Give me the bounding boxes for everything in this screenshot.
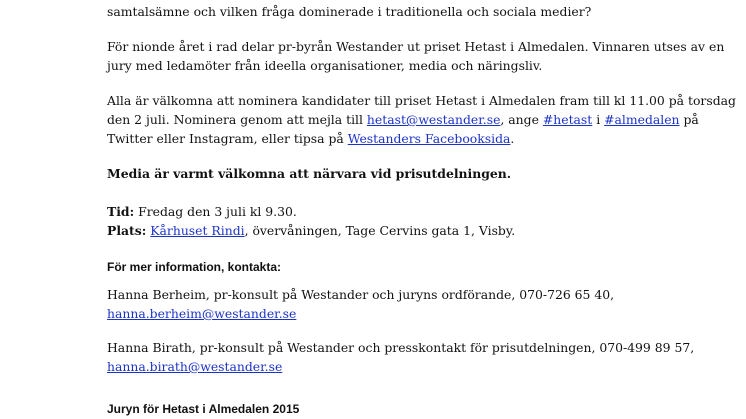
ninth-year-paragraph xyxy=(107,37,724,75)
contact-berheim-line: Hanna Berheim, pr-konsult på Westander och juryns ordförande, 070-726 65 40, xyxy=(107,287,615,302)
nominate-line-3-prefix: Twitter eller Instagram, eller tipsa på xyxy=(107,131,348,146)
facebook-page-link[interactable]: Westanders Facebooksida xyxy=(347,131,511,146)
hetast-email-link[interactable]: hetast@westander.se xyxy=(366,112,501,127)
intro-tail-paragraph xyxy=(107,2,591,21)
hashtag-almedalen-link[interactable]: #almedalen xyxy=(604,112,680,127)
birath-email-link[interactable]: hanna.birath@westander.se xyxy=(107,359,283,374)
nominate-line-3-suffix: . xyxy=(510,131,515,146)
contact-heading xyxy=(107,258,281,277)
nominate-line-2-mid-1: , ange xyxy=(500,112,543,127)
nominate-line-3 xyxy=(107,129,736,148)
event-place-suffix: , övervåningen, Tage Cervins gata 1, Visby. xyxy=(244,223,516,238)
contact-birath xyxy=(107,338,694,376)
jury-heading-text: Juryn för Hetast i Almedalen 2015 xyxy=(107,402,300,416)
nominate-line-2-mid-2: i xyxy=(592,112,605,127)
nominate-line-2-prefix: den 2 juli. Nominera genom att mejla till xyxy=(107,112,367,127)
intro-tail-text: samtalsämne och vilken fråga dominerade i traditionella och sociala medier? xyxy=(107,4,592,19)
contact-heading-text: För mer information, kontakta: xyxy=(107,260,282,274)
event-time-line xyxy=(107,202,515,221)
event-place-line xyxy=(107,221,515,240)
event-details xyxy=(107,202,515,240)
nominate-line-2-suffix: på xyxy=(679,112,699,127)
contact-birath-line: Hanna Birath, pr-konsult på Westander och presskontakt för prisutdelningen, 070-499 89 57, xyxy=(107,340,695,355)
ninth-year-line-1: För nionde året i rad delar pr-byrån Westander ut priset Hetast i Almedalen. Vinnaren utses av en xyxy=(107,39,725,54)
nominate-line-1: Alla är välkomna att nominera kandidater till priset Hetast i Almedalen fram till kl 11.00 på torsdag xyxy=(107,93,736,108)
event-time-value: Fredag den 3 juli kl 9.30. xyxy=(134,204,297,219)
event-place-label: Plats: xyxy=(107,223,147,238)
berheim-email-link[interactable]: hanna.berheim@westander.se xyxy=(107,306,297,321)
nominate-line-2 xyxy=(107,110,736,129)
event-time-label: Tid: xyxy=(107,204,135,219)
media-notice-text: Media är varmt välkomna att närvara vid prisutdelningen. xyxy=(107,166,512,181)
venue-link[interactable]: Kårhuset Rindi xyxy=(150,223,245,238)
media-notice xyxy=(107,164,511,183)
jury-heading xyxy=(107,400,299,419)
contact-berheim xyxy=(107,285,614,323)
ninth-year-line-2: jury med ledamöter från ideella organisationer, media och näringsliv. xyxy=(107,58,543,73)
nominate-paragraph xyxy=(107,91,736,148)
hashtag-hetast-link[interactable]: #hetast xyxy=(542,112,593,127)
